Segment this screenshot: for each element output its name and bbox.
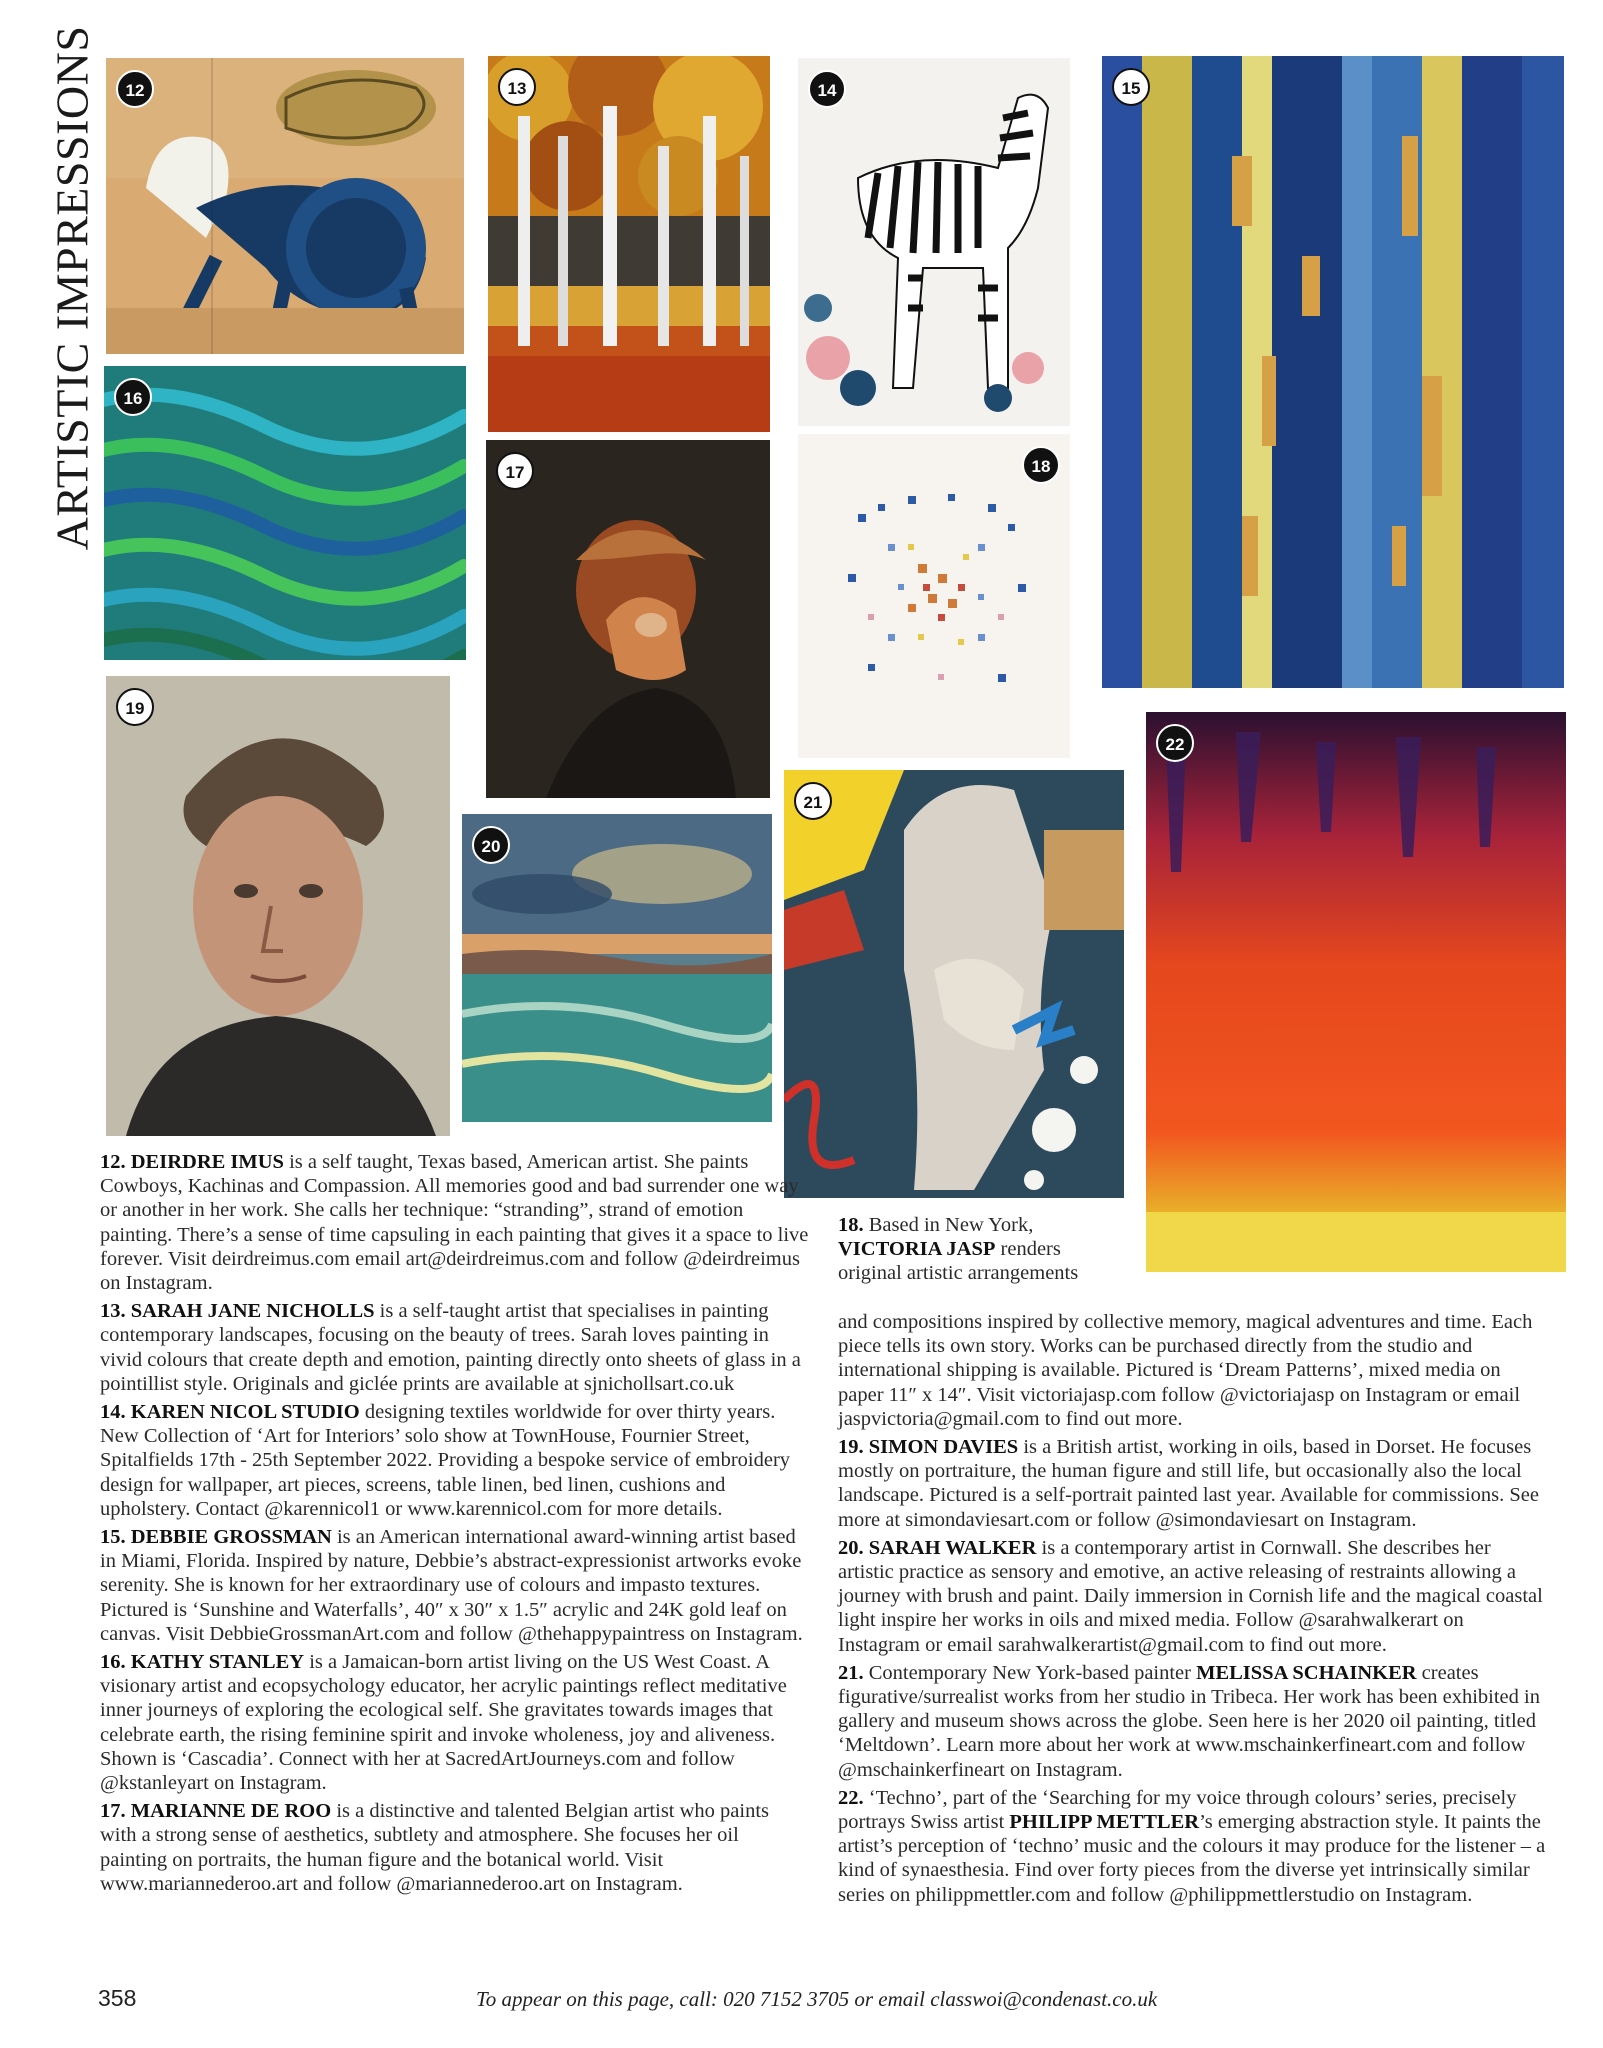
- badge-19: 19: [116, 688, 154, 726]
- artwork-17-image: [486, 440, 770, 798]
- artwork-13-sarah-jane-nicholls[interactable]: [488, 56, 770, 432]
- entry-20: 20. SARAH WALKER is a contemporary artist in Cornwall. She describes her artistic practice as sensory and emotive, an active releasing of restraints allowing a journey with brush and paint. Daily immersion in Cornish life and the magical coastal light inspire her works in oils and mixed media. Follow @sarahwalkerart on Instagram or email sarahwalkerartist@gmail.com to find out more.: [838, 1536, 1543, 1656]
- badge-13: 13: [498, 68, 536, 106]
- badge-17: 17: [496, 452, 534, 490]
- artwork-13-image: [488, 56, 770, 432]
- artwork-14-karen-nicol[interactable]: [798, 58, 1070, 426]
- badge-15: 15: [1112, 68, 1150, 106]
- section-title: ARTISTIC IMPRESSIONS: [46, 25, 98, 551]
- left-text-column: [100, 1150, 810, 1900]
- entry-22: 22. ‘Techno’, part of the ‘Searching for my voice through colours’ series, precisely portrays Swiss artist PHILIPP METTLER’s emerging abstraction style. It paints the artist’s perception of ‘techno’ music and the colours it may produce for the listener – a kind of synaesthesia. Find over forty pieces from the diverse yet intrinsically similar series on philippmettler.com and follow @philippmettlerstudio on Instagram.: [838, 1786, 1546, 1906]
- badge-16: 16: [114, 378, 152, 416]
- artwork-19-simon-davies[interactable]: [106, 676, 450, 1136]
- entry-19: 19. SIMON DAVIES is a British artist, working in oils, based in Dorset. He focuses mostly on portraiture, the human figure and still life, but occasionally also the local landscape. Pictured is a self-portrait painted last year. Available for commissions. See more at simondaviesart.com or follow @simondaviesart on Instagram.: [838, 1436, 1539, 1531]
- badge-20: 20: [472, 826, 510, 864]
- badge-22: 22: [1156, 724, 1194, 762]
- advertising-contact-footer: To appear on this page, call: 020 7152 3705 or email classwoi@condenast.co.uk: [476, 1987, 1158, 2011]
- badge-12: 12: [116, 70, 154, 108]
- entry-12: 12. DEIRDRE IMUS is a self taught, Texas based, American artist. She paints Cowboys, Kachinas and Compassion. All memories good and bad surrender one way or another in her work. She calls her technique: “stranding”, strand of emotion painting. There’s a sense of time capsuling in each painting that gives it a space to live forever. Visit deirdreimus.com email art@deirdreimus.com and follow @deirdreimus on Instagram.: [100, 1151, 809, 1295]
- page-number: 358: [98, 1985, 137, 2011]
- artwork-21-image: [784, 770, 1124, 1198]
- artwork-12-deirdre-imus[interactable]: [106, 58, 464, 354]
- artwork-17-marianne-de-roo[interactable]: [486, 440, 770, 798]
- entry-14: 14. KAREN NICOL STUDIO designing textiles worldwide for over thirty years. New Collection of ‘Art for Interiors’ solo show at TownHouse, Fournier Street, Spitalfields 17th - 25th September 2022. Providing a bespoke service of embroidery design for wallpaper, art pieces, screens, table linen, bed linen, cushions and upholstery. Contact @karennicol1 or www.karennicol.com for more details.: [100, 1401, 791, 1520]
- artwork-19-image: [106, 676, 450, 1136]
- artwork-22-image: [1146, 712, 1566, 1272]
- artwork-14-image: [798, 58, 1070, 426]
- artwork-16-kathy-stanley[interactable]: [104, 366, 466, 660]
- badge-18: 18: [1022, 446, 1060, 484]
- entry-21: 21. Contemporary New York-based painter MELISSA SCHAINKER creates figurative/surrealist works from her studio in Tribeca. Her work has been exhibited in gallery and museum shows across the globe. Seen here is her 2020 oil painting, titled ‘Meltdown’. Learn more about her work at www.mschainkerfineart.com and follow @mschainkerfineart on Instagram.: [838, 1661, 1540, 1781]
- badge-14: 14: [808, 70, 846, 108]
- right-text-column: [838, 1310, 1550, 1911]
- artwork-15-debbie-grossman[interactable]: [1102, 56, 1564, 688]
- artwork-18-image: [798, 434, 1070, 758]
- entry-13: 13. SARAH JANE NICHOLLS is a self-taught artist that specialises in painting contemporary landscapes, focusing on the beauty of trees. Sarah loves painting in vivid colours that create depth and emotion, painting directly onto sheets of glass in a pointillist style. Originals and giclée prints are available at sjnichollsart.co.uk: [100, 1300, 801, 1395]
- entry-16: 16. KATHY STANLEY is a Jamaican-born artist living on the US West Coast. A visionary artist and ecopsychology educator, her acrylic paintings reflect meditative inner journeys of exploring the ecological self. She gravitates towards images that celebrate earth, the rising feminine spirit and invoke wholeness, joy and aliveness. Shown is ‘Cascadia’. Connect with her at SacredArtJourneys.com and follow @kstanleyart on Instagram.: [100, 1651, 787, 1795]
- artwork-16-image: [104, 366, 466, 660]
- entry-15: 15. DEBBIE GROSSMAN is an American international award-winning artist based in Miami, Florida. Inspired by nature, Debbie’s abstract-expressionist artworks evoke serenity. She is known for her extraordinary use of colours and impasto textures. Pictured is ‘Sunshine and Waterfalls’, 40″ x 30″ x 1.5″ acrylic and 24K gold leaf on canvas. Visit DebbieGrossmanArt.com and follow @thehappypaintress on Instagram.: [100, 1526, 803, 1645]
- artwork-12-image: [106, 58, 464, 354]
- entry-18-intro: 18. Based in New York, VICTORIA JASP renders original artistic arrangements: [838, 1214, 1079, 1285]
- artwork-18-victoria-jasp[interactable]: [798, 434, 1070, 758]
- badge-21: 21: [794, 782, 832, 820]
- artwork-21-melissa-schainker[interactable]: [784, 770, 1124, 1198]
- artwork-20-image: [462, 814, 772, 1122]
- artwork-20-sarah-walker[interactable]: [462, 814, 772, 1122]
- entry-18-continued: and compositions inspired by collective memory, magical adventures and time. Each piece tells its own story. Works can be purchased directly from the studio and international shipping is available. Pictured is ‘Dream Patterns’, mixed media on paper 11″ x 14″. Visit victoriajasp.com follow @victoriajasp on Instagram or email jaspvictoria@gmail.com to find out more.: [838, 1311, 1533, 1430]
- entry-17: 17. MARIANNE DE ROO is a distinctive and talented Belgian artist who paints with a strong sense of aesthetics, subtlety and atmosphere. She focuses her oil painting on portraits, the human figure and the botanical world. Visit www.mariannederoo.art and follow @mariannederoo.art on Instagram.: [100, 1800, 770, 1895]
- artwork-22-philipp-mettler[interactable]: [1146, 712, 1566, 1272]
- artwork-15-image: [1102, 56, 1564, 688]
